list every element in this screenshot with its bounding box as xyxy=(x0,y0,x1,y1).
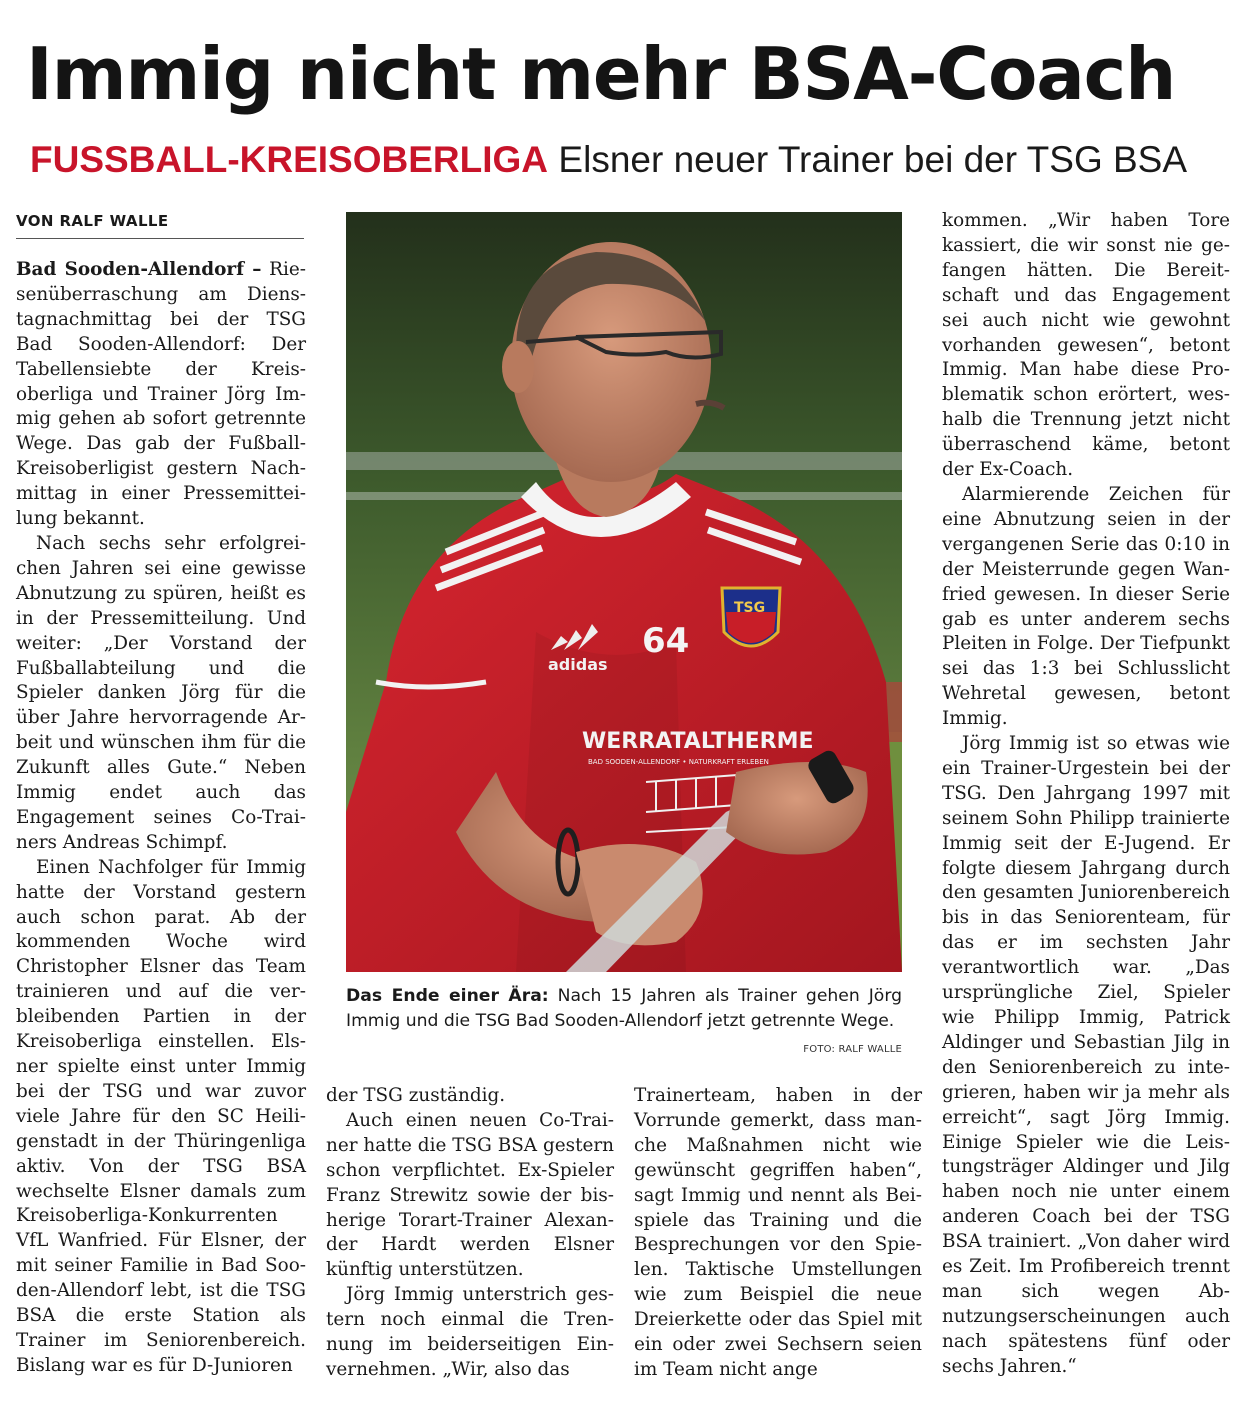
paragraph: Jörg Immig unterstrich gestern noch einmal die Trennung im beiderseitigen Einvernehmen. „Wir, also das xyxy=(326,1284,614,1380)
caption-lead: Das Ende einer Ära: xyxy=(346,986,549,1006)
photo-caption xyxy=(346,984,902,1034)
photo-credit: FOTO: RALF WALLE xyxy=(803,1044,902,1055)
paragraph: Trainerteam, haben in der Vorrunde gemerkt, dass manche Maßnahmen nicht wie gewünscht gegriffen haben“, sagt Immig und nennt als Beispiele das Training und die Besprechungen vor den Spielen. Taktische Umstellungen wie zum Beispiel die neue Dreierkette oder das Spiel mit ein oder zwei Sechsern seien im Team nicht ange xyxy=(634,1085,922,1380)
club-badge xyxy=(722,588,780,646)
sponsor-name: WERRATALTHERME xyxy=(582,729,814,754)
paragraph: Auch einen neuen Co-Trainer hatte die TSG BSA gestern schon verpflichtet. Ex-Spieler Franz Strewitz sowie der bisherige Torart-Trainer Alexander Hardt werden Elsner künftig unterstützen. xyxy=(326,1109,614,1281)
caption-text: Nach 15 Jahren als Trainer gehen Jörg Immig und die TSG Bad Sooden-Allendorf jetzt getrennte Wege. xyxy=(346,986,902,1031)
shirt-number: 64 xyxy=(642,621,690,661)
headline: Immig nicht mehr BSA-Coach xyxy=(26,32,1176,116)
club-badge-text: TSG xyxy=(734,600,766,616)
paragraph xyxy=(16,258,306,532)
article-column-3 xyxy=(634,1084,922,1383)
subheadline xyxy=(30,136,1230,185)
article-column-2 xyxy=(326,1084,614,1383)
byline: VON RALF WALLE xyxy=(16,212,304,239)
section-kicker: FUSSBALL-KREISOBERLIGA xyxy=(30,139,548,180)
paragraph: Alarmierende Zeichen für eine Abnutzung seien in der vergangenen Serie das 0:10 in der Meisterrunde gegen Wanfried gewesen. In dieser Serie gab es unter anderem sechs Pleiten in Folge. Der Tiefpunkt sei das 1:3 bei Schlusslicht Wehretal gewesen, betont Immig. xyxy=(942,483,1230,730)
paragraph: Jörg Immig ist so etwas wie ein Trainer-Urgestein bei der TSG. Den Jahrgang 1997 mit seinem Sohn Philipp trainierte Immig seit der E-Jugend. Er folgte diesem Jahrgang durch den gesamten Juniorenbereich bis in das Seniorenteam, für das er im sechsten Jahr verantwortlich war. „Das ursprüngliche Ziel, Spieler wie Philipp Immig, Patrick Aldinger und Sebastian Jilg in den Seniorenbereich zu integrieren, haben wir ja mehr als erreicht“, sagt Jörg Immig. Einige Spieler wie die Leistungsträger Aldinger und Jilg haben noch nie unter einem anderen Coach bei der TSG BSA trainiert. „Von daher wird es Zeit. Im Profibereich trennt man sich wegen Abnutzungserscheinungen auch nach spätestens fünf oder sechs Jahren.“ xyxy=(942,733,1230,1377)
paragraph: der TSG zuständig. xyxy=(326,1085,506,1106)
paragraph: Nach sechs sehr erfolgreichen Jahren sei eine gewisse Abnutzung zu spüren, heißt es in der Pressemitteilung. Und weiter: „Der Vorstand der Fußballabteilung und die Spieler danken Jörg für die über Jahre hervorragende Arbeit und wünschen ihm für die Zukunft alles Gute.“ Neben Immig endet auch das Engagement seines Co-Trainers Andreas Schimpf. xyxy=(16,532,306,853)
brand-text: adidas xyxy=(548,655,608,674)
dateline: Bad Sooden-Allendorf – xyxy=(16,259,262,280)
article-photo xyxy=(346,212,902,972)
coach-photo-illustration xyxy=(346,212,902,972)
article-column-1 xyxy=(16,258,306,1379)
sponsor-tagline: BAD SOODEN-ALLENDORF • NATURKRAFT ERLEBEN xyxy=(588,758,769,766)
paragraph: kommen. „Wir haben Tore kassiert, die wir sonst nie gefangen hätten. Die Bereitschaft und das Engagement sei auch nicht wie gewohnt vorhanden gewesen“, betont Immig. Man habe diese Problematik schon erörtert, weshalb die Trennung jetzt nicht überraschend käme, betont der Ex-Coach. xyxy=(942,210,1230,481)
subtitle: Elsner neuer Trainer bei der TSG BSA xyxy=(558,139,1188,180)
article-column-4 xyxy=(942,209,1230,1380)
paragraph-text: Riesenüberraschung am Dienstagnachmittag bei der TSG Bad Sooden-Allendorf: Der Tabellensiebte der Kreisoberliga und Trainer Jörg Immig gehen ab sofort getrennte Wege. Das gab der Fußball-Kreisoberligist gestern Nachmittag in einer Pressemitteilung bekannt. xyxy=(16,259,306,530)
paragraph: Einen Nachfolger für Immig hatte der Vorstand gestern auch schon parat. Ab der kommenden Woche wird Christopher Elsner das Team trainieren und auf die verbleibenden Partien in der Kreisoberliga einstellen. Elsner spielte einst unter Immig bei der TSG und war zuvor viele Jahre für den SC Heiligenstadt in der Thüringenliga aktiv. Von der TSG BSA wechselte Elsner damals zum Kreisoberliga-Konkurrenten VfL Wanfried. Für Elsner, der mit seiner Familie in Bad Sooden-Allendorf lebt, ist die TSG BSA die erste Station als Trainer im Seniorenbereich. Bislang war es für D-Junioren xyxy=(16,856,306,1376)
